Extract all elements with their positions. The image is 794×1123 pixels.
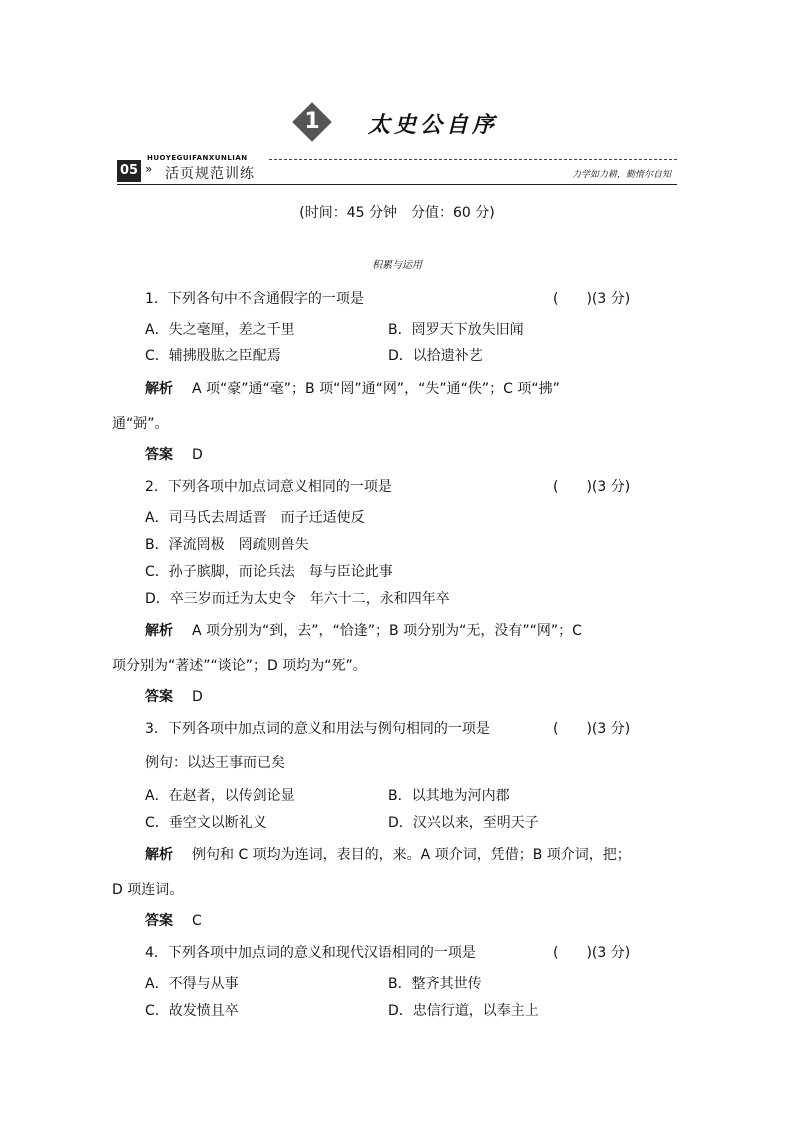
- question-stem: 1．下列各句中不含通假字的一项是: [145, 291, 364, 307]
- option-c: C．故发愤且卒: [145, 1003, 239, 1019]
- question-stem: 4．下列各项中加点词的意义和现代汉语相同的一项是: [145, 945, 476, 961]
- analysis-text-cont: 通“弼”。: [112, 416, 169, 432]
- answer-value: C: [192, 913, 202, 929]
- section-heading: 积累与运用: [372, 260, 422, 271]
- band-motto: 力学如力耕，勤惰尔自知: [571, 170, 671, 180]
- question-score: ( )(3 分): [553, 721, 631, 737]
- option-d: D．忠信行道，以奉主上: [388, 1003, 539, 1019]
- band-divider: [117, 184, 677, 185]
- option-a: A．不得与从事: [145, 976, 239, 992]
- analysis-text: 例句和 C 项均为连词，表目的，来。A 项介词，凭借；B 项介词，把；: [192, 847, 631, 863]
- question-score: ( )(3 分): [553, 479, 631, 495]
- lesson-title: 太史公自序: [368, 112, 499, 138]
- band-dash-divider: [269, 159, 677, 160]
- double-chevron-icon: »: [145, 162, 153, 176]
- answer-label: 答案: [145, 447, 173, 463]
- option-d: D．汉兴以来，至明天子: [388, 815, 539, 831]
- lesson-title-block: [0, 102, 794, 146]
- analysis-label: 解析: [145, 623, 173, 639]
- band-number: 05: [117, 160, 141, 182]
- question-stem: 2．下列各项中加点词意义相同的一项是: [145, 479, 392, 495]
- option-d: D．卒三岁而迁为太史令 年六十二，永和四年卒: [145, 591, 450, 607]
- option-b: B．以其地为河内郡: [388, 788, 510, 804]
- answer-value: D: [192, 447, 203, 463]
- option-c: C．垂空文以断礼义: [145, 815, 267, 831]
- answer-label: 答案: [145, 913, 173, 929]
- option-c: C．孙子膑脚，而论兵法 每与臣论此事: [145, 564, 393, 580]
- option-a: A．失之毫厘，差之千里: [145, 322, 295, 338]
- question-score: ( )(3 分): [553, 945, 631, 961]
- analysis-text-cont: 项分别为“著述”“谈论”；D 项均为“死”。: [112, 658, 367, 674]
- band-title: 活页规范训练: [165, 166, 255, 182]
- question-stem: 3．下列各项中加点词的意义和用法与例句相同的一项是: [145, 721, 490, 737]
- analysis-text: A 项“豪”通“毫”；B 项“罔”通“网”，“失”通“佚”；C 项“拂”: [192, 381, 560, 397]
- example-sentence: 例句：以达王事而已矣: [145, 755, 285, 771]
- option-a: A．司马氏去周适晋 而子迁适使反: [145, 510, 365, 526]
- analysis-text: A 项分别为“到，去”，“恰逢”；B 项分别为“无，没有”“网”；C: [192, 623, 582, 639]
- option-c: C．辅拂股肱之臣配焉: [145, 348, 281, 364]
- lesson-number: 1: [304, 109, 320, 134]
- analysis-text-cont: D 项连词。: [112, 882, 184, 898]
- section-band: [117, 156, 677, 186]
- option-a: A．在赵者，以传剑论显: [145, 788, 295, 804]
- analysis-label: 解析: [145, 381, 173, 397]
- option-b: B．泽流罔极 罔疏则兽失: [145, 537, 309, 553]
- band-pinyin: HUOYEGUIFANXUNLIAN: [147, 154, 248, 162]
- option-b: B．罔罗天下放失旧闻: [388, 322, 524, 338]
- option-d: D．以拾遗补艺: [388, 348, 483, 364]
- option-b: B．整齐其世传: [388, 976, 482, 992]
- time-score-meta: (时间：45 分钟 分值：60 分): [299, 205, 495, 221]
- analysis-label: 解析: [145, 847, 173, 863]
- question-score: ( )(3 分): [553, 291, 631, 307]
- answer-value: D: [192, 689, 203, 705]
- answer-label: 答案: [145, 689, 173, 705]
